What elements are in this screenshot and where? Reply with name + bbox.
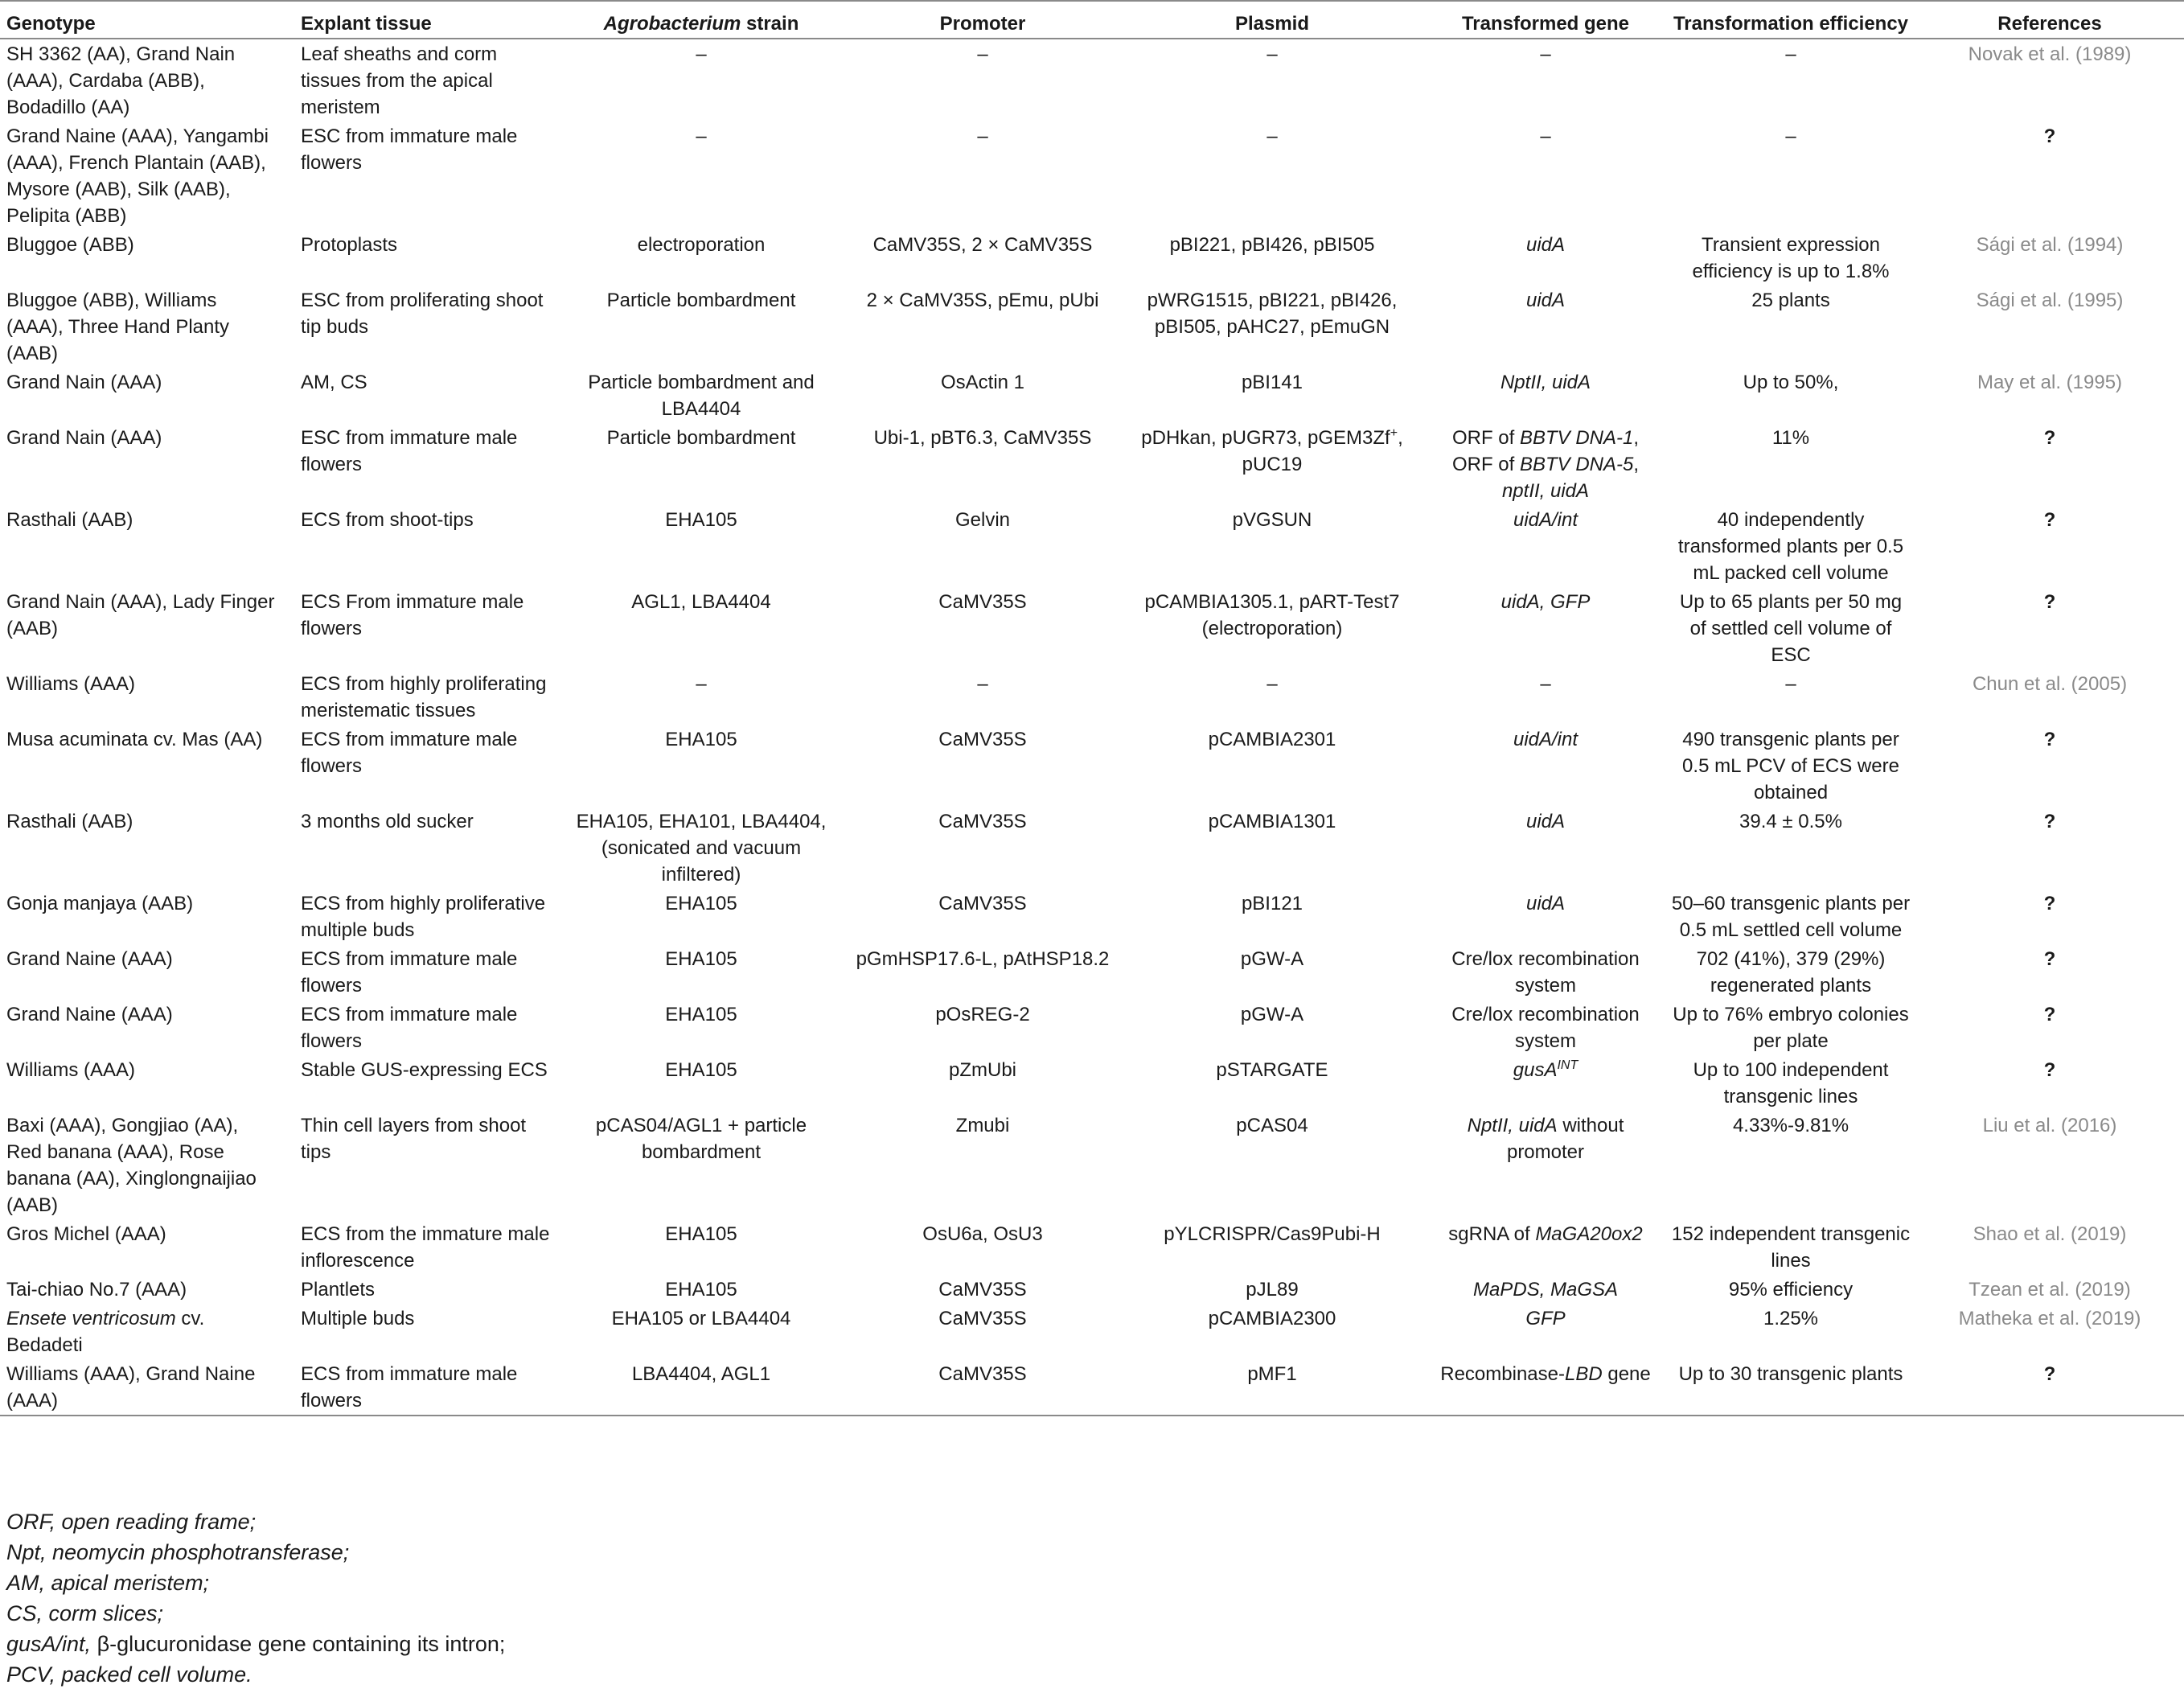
cell-reference-link[interactable]: Sági et al. (1995)	[1976, 289, 2124, 311]
plasmid-text: , pUC19	[1242, 426, 1403, 475]
cell-genotype: Grand Naine (AAA)	[6, 947, 173, 970]
cell-genotype	[0, 1304, 283, 1359]
cell-strain: EHA105 or LBA4404	[611, 1307, 791, 1329]
gene-italic: NptII, uidA	[1467, 1114, 1558, 1136]
cell-promoter: Ubi-1, pBT6.3, CaMV35S	[873, 426, 1092, 449]
cell-promoter: OsU6a, OsU3	[922, 1222, 1043, 1245]
cell-reference-missing: ?	[2043, 426, 2056, 449]
cell-promoter: pOsREG-2	[935, 1003, 1030, 1025]
plasmid-superscript: +	[1390, 425, 1398, 440]
header-promoter: Promoter	[939, 13, 1026, 35]
cell-explant: ECS from immature male flowers	[301, 1362, 518, 1412]
table-row	[0, 1304, 2184, 1359]
table-row	[0, 1219, 2184, 1275]
cell-promoter: CaMV35S	[938, 1362, 1027, 1385]
cell-gene: uidA	[1525, 810, 1566, 832]
cell-genotype: Tai-chiao No.7 (AAA)	[6, 1278, 187, 1301]
table-row	[0, 423, 2184, 505]
cell-efficiency: Up to 65 plants per 50 mg of settled cell volume of ESC	[1679, 590, 1903, 666]
gene-italic: nptII, uidA	[1501, 479, 1590, 502]
cell-promoter: pZmUbi	[948, 1058, 1016, 1081]
cell-gene: MaPDS, MaGSA	[1472, 1278, 1619, 1301]
cell-gene: Cre/lox recombination system	[1451, 1003, 1640, 1052]
table-header	[0, 1, 2184, 39]
cell-promoter: Gelvin	[954, 508, 1011, 531]
cell-reference-missing: ?	[2043, 1362, 2056, 1385]
cell-efficiency: 39.4 ± 0.5%	[1739, 810, 1842, 832]
gene-italic: BBTV DNA-5	[1519, 453, 1634, 475]
cell-efficiency: 25 plants	[1751, 289, 1830, 311]
cell-reference-link[interactable]: Shao et al. (2019)	[1973, 1222, 2127, 1245]
cell-gene: –	[1540, 672, 1551, 695]
cell-explant: ESC from immature male flowers	[301, 426, 518, 475]
cell-gene: uidA/int	[1513, 508, 1578, 531]
cell-reference-link[interactable]: Chun et al. (2005)	[1972, 672, 2128, 695]
cell-plasmid: pSTARGATE	[1216, 1058, 1328, 1081]
cell-efficiency: Up to 100 independent transgenic lines	[1693, 1058, 1889, 1107]
cell-genotype: Williams (AAA)	[6, 672, 135, 695]
cell-explant: ECS from immature male flowers	[301, 947, 518, 996]
cell-gene	[1425, 423, 1666, 505]
cell-strain: EHA105	[665, 892, 737, 914]
cell-plasmid: pCAMBIA1301	[1208, 810, 1336, 832]
cell-genotype: Baxi (AAA), Gongjiao (AA), Red banana (AAA), Rose banana (AA), Xinglongnaijiao (AAB)	[6, 1114, 257, 1216]
cell-reference-missing: ?	[2043, 810, 2056, 832]
cell-plasmid: pGW-A	[1240, 1003, 1304, 1025]
cell-explant: ECS from immature male flowers	[301, 1003, 518, 1052]
cell-promoter: OsActin 1	[940, 371, 1025, 393]
gene-text: , ORF of	[1451, 426, 1640, 475]
cell-plasmid	[1119, 423, 1425, 505]
cell-efficiency: 11%	[1771, 426, 1810, 449]
cell-genotype: Williams (AAA)	[6, 1058, 135, 1081]
footnote-gusa	[6, 1629, 505, 1659]
header-agrobacterium-strain	[556, 1, 846, 39]
cell-plasmid: pCAMBIA2300	[1208, 1307, 1336, 1329]
cell-reference-missing: ?	[2043, 728, 2056, 750]
cell-efficiency: 702 (41%), 379 (29%) regenerated plants	[1696, 947, 1886, 996]
header-row	[0, 1, 2184, 39]
table-footnotes	[6, 1506, 505, 1690]
plasmid-text: pDHkan, pUGR73, pGEM3Zf	[1141, 426, 1390, 449]
cell-gene	[1425, 1359, 1666, 1416]
cell-strain: EHA105	[665, 728, 737, 750]
cell-genotype: SH 3362 (AA), Grand Nain (AAA), Cardaba (ABB), Bodadillo (AA)	[6, 43, 236, 118]
cell-gene: –	[1540, 43, 1551, 65]
cell-reference-missing: ?	[2043, 1058, 2056, 1081]
gene-italic: BBTV DNA-1	[1519, 426, 1634, 449]
cell-reference-link[interactable]: May et al. (1995)	[1977, 371, 2123, 393]
footnote-pcv: PCV, packed cell volume.	[6, 1662, 252, 1687]
header-genotype: Genotype	[6, 13, 96, 35]
gene-italic: MaGA20ox2	[1535, 1222, 1643, 1245]
cell-strain: AGL1, LBA4404	[631, 590, 771, 613]
cell-plasmid: pCAMBIA1305.1, pART-Test7 (electroporation)	[1144, 590, 1400, 639]
header-explant-tissue: Explant tissue	[301, 13, 432, 35]
cell-strain: –	[696, 43, 707, 65]
table-row	[0, 669, 2184, 725]
cell-genotype: Grand Naine (AAA)	[6, 1003, 173, 1025]
cell-promoter: pGmHSP17.6-L, pAtHSP18.2	[856, 947, 1110, 970]
cell-promoter: CaMV35S	[938, 1307, 1027, 1329]
cell-plasmid: pGW-A	[1240, 947, 1304, 970]
footnote-am: AM, apical meristem;	[6, 1571, 210, 1595]
footnote-gusa-definition: β-glucuronidase gene containing its intron;	[96, 1632, 506, 1656]
cell-gene	[1425, 1055, 1666, 1111]
cell-explant: ECS from immature male flowers	[301, 728, 518, 777]
cell-promoter: CaMV35S	[938, 590, 1027, 613]
cell-strain: LBA4404, AGL1	[631, 1362, 771, 1385]
header-transformed-gene: Transformed gene	[1461, 13, 1630, 35]
cell-gene: uidA/int	[1513, 728, 1578, 750]
cell-gene	[1425, 1219, 1666, 1275]
cell-explant: ECS from highly proliferative multiple buds	[301, 892, 546, 941]
cell-plasmid: pBI141	[1241, 371, 1303, 393]
table-row	[0, 1359, 2184, 1416]
table-row	[0, 725, 2184, 807]
genotype-italic: Ensete ventricosum	[6, 1307, 176, 1329]
table-row	[0, 230, 2184, 286]
header-strain-rest: strain	[741, 13, 799, 35]
table-row	[0, 587, 2184, 669]
cell-genotype: Rasthali (AAB)	[6, 508, 133, 531]
cell-strain: –	[696, 672, 707, 695]
cell-plasmid: pBI121	[1241, 892, 1303, 914]
cell-promoter: –	[977, 672, 988, 695]
cell-explant: ECS From immature male flowers	[301, 590, 524, 639]
cell-genotype: Rasthali (AAB)	[6, 810, 133, 832]
footnote-npt: Npt, neomycin phosphotransferase;	[6, 1540, 350, 1564]
cell-strain: –	[696, 125, 707, 147]
cell-efficiency: 4.33%-9.81%	[1732, 1114, 1849, 1136]
cell-strain: EHA105	[665, 1278, 737, 1301]
cell-plasmid: pCAMBIA2301	[1208, 728, 1336, 750]
header-transformation-efficiency: Transformation efficiency	[1673, 13, 1909, 35]
cell-reference-missing: ?	[2043, 947, 2056, 970]
cell-efficiency: 40 independently transformed plants per 0.5 mL packed cell volume	[1677, 508, 1904, 584]
cell-strain: EHA105	[665, 1003, 737, 1025]
cell-reference-link[interactable]: Tzean et al. (2019)	[1968, 1278, 2131, 1301]
cell-strain: EHA105, EHA101, LBA4404, (sonicated and vacuum infiltered)	[576, 810, 827, 886]
cell-efficiency: Up to 30 transgenic plants	[1678, 1362, 1903, 1385]
table-row	[0, 807, 2184, 889]
table-row	[0, 1000, 2184, 1055]
cell-explant: Leaf sheaths and corm tissues from the apical meristem	[301, 43, 498, 118]
cell-efficiency: Up to 50%,	[1743, 371, 1839, 393]
table-row	[0, 121, 2184, 230]
cell-strain: EHA105	[665, 1058, 737, 1081]
cell-efficiency: Transient expression efficiency is up to 1.8%	[1692, 233, 1890, 282]
cell-strain: pCAS04/AGL1 + particle bombardment	[595, 1114, 807, 1163]
cell-plasmid: –	[1266, 43, 1278, 65]
cell-genotype: Grand Nain (AAA)	[6, 426, 162, 449]
footnote-cs: CS, corm slices;	[6, 1601, 164, 1625]
cell-explant: AM, CS	[301, 371, 367, 393]
header-plasmid: Plasmid	[1234, 13, 1310, 35]
cell-promoter: CaMV35S	[938, 892, 1027, 914]
table-row	[0, 39, 2184, 121]
cell-efficiency: 95% efficiency	[1728, 1278, 1854, 1301]
cell-promoter: CaMV35S	[938, 810, 1027, 832]
gene-text: gene	[1602, 1362, 1651, 1385]
cell-strain: EHA105	[665, 947, 737, 970]
header-references: References	[1997, 13, 2102, 35]
cell-strain: Particle bombardment and LBA4404	[588, 371, 815, 420]
cell-explant: Protoplasts	[301, 233, 398, 256]
footnote-gusa-term: gusA/int,	[6, 1632, 97, 1656]
cell-plasmid: pWRG1515, pBI221, pBI426, pBI505, pAHC27, pEmuGN	[1147, 289, 1398, 338]
cell-genotype: Bluggoe (ABB)	[6, 233, 134, 256]
cell-reference-missing: ?	[2043, 892, 2056, 914]
cell-strain: Particle bombardment	[606, 289, 796, 311]
table-row	[0, 286, 2184, 368]
cell-reference-link[interactable]: Novak et al. (1989)	[1968, 43, 2132, 65]
table-row	[0, 1055, 2184, 1111]
cell-reference-link[interactable]: Liu et al. (2016)	[1982, 1114, 2117, 1136]
genotype-text: Musa acuminata	[6, 728, 149, 750]
cell-gene: uidA	[1525, 289, 1566, 311]
cell-gene: GFP	[1525, 1307, 1566, 1329]
cell-reference-missing: ?	[2043, 590, 2056, 613]
cell-gene: uidA	[1525, 233, 1566, 256]
table-row	[0, 889, 2184, 944]
cell-plasmid: –	[1266, 125, 1278, 147]
header-strain-italic: Agrobacterium	[603, 13, 741, 35]
cell-explant: ECS from highly proliferating meristematic tissues	[301, 672, 547, 721]
cell-genotype: Grand Nain (AAA)	[6, 371, 162, 393]
cell-plasmid: pCAS04	[1236, 1114, 1308, 1136]
cell-genotype	[0, 725, 283, 807]
table-row	[0, 1111, 2184, 1219]
table-row	[0, 505, 2184, 587]
gene-superscript: INT	[1557, 1058, 1578, 1072]
cell-plasmid: pBI221, pBI426, pBI505	[1169, 233, 1375, 256]
cell-plasmid: –	[1266, 672, 1278, 695]
cell-efficiency: –	[1785, 43, 1796, 65]
cell-promoter: –	[977, 125, 988, 147]
cell-gene: NptII, uidA	[1500, 371, 1591, 393]
cell-gene: uidA	[1525, 892, 1566, 914]
table-row	[0, 944, 2184, 1000]
footnote-orf: ORF, open reading frame;	[6, 1510, 257, 1534]
cell-genotype: Grand Nain (AAA), Lady Finger (AAB)	[6, 590, 275, 639]
cell-efficiency: 50–60 transgenic plants per 0.5 mL settled cell volume	[1671, 892, 1911, 941]
gene-text: Recombinase-	[1440, 1362, 1565, 1385]
cell-efficiency: Up to 76% embryo colonies per plate	[1673, 1003, 1909, 1052]
cell-plasmid: pYLCRISPR/Cas9Pubi-H	[1164, 1222, 1381, 1245]
cell-efficiency: 1.25%	[1763, 1307, 1819, 1329]
table-body	[0, 39, 2184, 1416]
cell-reference-missing: ?	[2043, 125, 2056, 147]
cell-efficiency: 152 independent transgenic lines	[1671, 1222, 1911, 1272]
cell-explant: ECS from shoot-tips	[301, 508, 474, 531]
cell-explant: ESC from proliferating shoot tip buds	[301, 289, 544, 338]
cell-genotype: Gonja manjaya (AAB)	[6, 892, 194, 914]
cell-explant: ECS from the immature male inflorescence	[301, 1222, 550, 1272]
cell-efficiency: 490 transgenic plants per 0.5 mL PCV of ECS were obtained	[1682, 728, 1899, 803]
gene-text: ,	[1633, 453, 1640, 475]
cell-efficiency: –	[1785, 672, 1796, 695]
cell-gene: uidA, GFP	[1500, 590, 1591, 613]
cell-strain: Particle bombardment	[606, 426, 796, 449]
cell-strain: EHA105	[665, 1222, 737, 1245]
cell-promoter: Zmubi	[955, 1114, 1010, 1136]
cell-strain: EHA105	[665, 508, 737, 531]
cell-promoter: –	[977, 43, 988, 65]
cell-explant: Stable GUS-expressing ECS	[301, 1058, 548, 1081]
cell-plasmid: pMF1	[1247, 1362, 1297, 1385]
cell-strain: electroporation	[637, 233, 766, 256]
cell-genotype: Williams (AAA), Grand Naine (AAA)	[6, 1362, 256, 1412]
cell-promoter: 2 × CaMV35S, pEmu, pUbi	[866, 289, 1099, 311]
cell-explant: 3 months old sucker	[301, 810, 474, 832]
cell-reference-link[interactable]: Sági et al. (1994)	[1976, 233, 2124, 256]
gene-text: sgRNA of	[1448, 1222, 1536, 1245]
cell-promoter: CaMV35S, 2 × CaMV35S	[872, 233, 1093, 256]
cell-promoter: CaMV35S	[938, 1278, 1027, 1301]
gene-italic: LBD	[1564, 1362, 1603, 1385]
cell-gene: Cre/lox recombination system	[1451, 947, 1640, 996]
genotype-text: cv. Bedadeti	[6, 1307, 205, 1356]
cell-reference-missing: ?	[2043, 1003, 2056, 1025]
cell-genotype: Grand Naine (AAA), Yangambi (AAA), French Plantain (AAB), Mysore (AAB), Silk (AAB), Pelipita (ABB)	[6, 125, 269, 227]
cell-efficiency: –	[1785, 125, 1796, 147]
cell-plasmid: pJL89	[1246, 1278, 1299, 1301]
cell-reference-link[interactable]: Matheka et al. (2019)	[1958, 1307, 2141, 1329]
gene-text: ORF of	[1451, 426, 1520, 449]
cell-genotype: Gros Michel (AAA)	[6, 1222, 166, 1245]
cell-gene	[1425, 1111, 1666, 1219]
table-row	[0, 1275, 2184, 1304]
cell-explant: Multiple buds	[301, 1307, 415, 1329]
cell-gene: –	[1540, 125, 1551, 147]
cell-plasmid: pVGSUN	[1232, 508, 1312, 531]
gene-text: without promoter	[1506, 1114, 1624, 1163]
cell-reference-missing: ?	[2043, 508, 2056, 531]
table-row	[0, 368, 2184, 423]
cell-genotype: Bluggoe (ABB), Williams (AAA), Three Hand Planty (AAB)	[6, 289, 230, 364]
cell-explant: ESC from immature male flowers	[301, 125, 518, 174]
gene-italic: gusA	[1513, 1058, 1558, 1081]
cell-explant: Plantlets	[301, 1278, 376, 1301]
cell-promoter: CaMV35S	[938, 728, 1027, 750]
genotype-text: cv. Mas (AA)	[148, 728, 263, 750]
cell-explant: Thin cell layers from shoot tips	[301, 1114, 527, 1163]
